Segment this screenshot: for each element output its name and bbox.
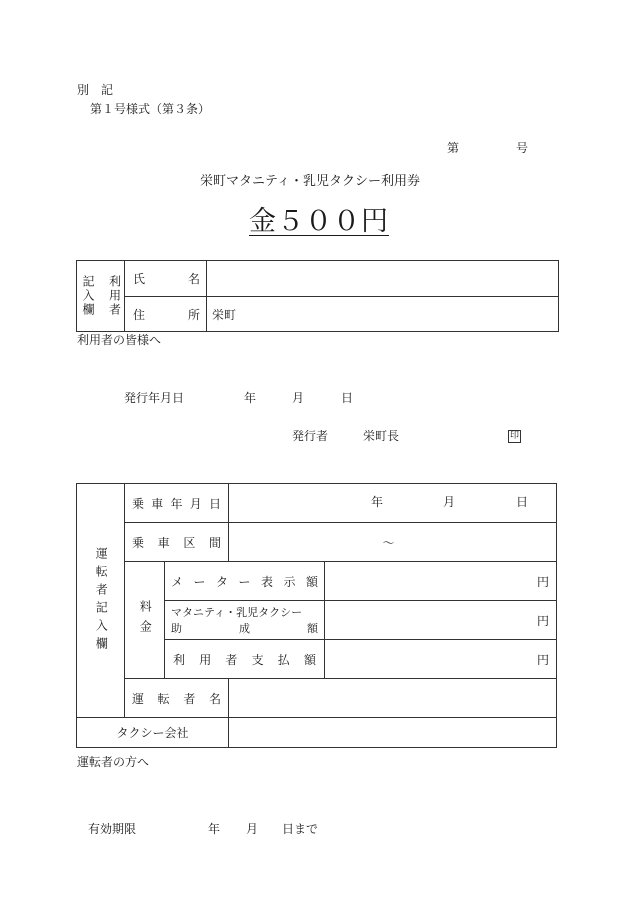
driver-name-label-char: 名 <box>208 691 221 706</box>
ride-section-label <box>125 523 229 562</box>
ride-date-day: 日 <box>516 495 529 509</box>
meter-label-char: タ <box>216 574 229 589</box>
validity-year: 年 <box>208 822 221 836</box>
ride-section-label-char: 間 <box>208 535 221 550</box>
meter-label-char: 示 <box>283 574 296 589</box>
fare-label <box>125 562 165 679</box>
driver-name-field[interactable] <box>229 679 557 718</box>
user-section-label <box>77 261 125 332</box>
subsidy-label-line2-char: 額 <box>307 622 318 635</box>
driver-name-label <box>125 679 229 718</box>
ride-section-field[interactable]: ～ <box>229 523 557 562</box>
name-label <box>125 261 207 297</box>
subsidy-label-line2-char: 成 <box>239 622 250 635</box>
taxi-company-label: タクシー会社 <box>77 718 229 748</box>
driver-name-label-char: 者 <box>183 691 196 706</box>
ride-date-label <box>125 484 229 523</box>
issuer-value: 栄町長 <box>363 429 400 443</box>
ride-date-label-char: 月 <box>189 496 202 511</box>
user-paid-label-char: 払 <box>277 652 290 667</box>
driver-section-label-text: 運転者記入欄 <box>94 546 109 655</box>
user-paid-label-char: 利 <box>173 652 186 667</box>
meter-amount-field[interactable] <box>325 562 557 601</box>
driver-notice: 運転者の方へ <box>77 755 150 769</box>
issue-month: 月 <box>292 391 305 405</box>
user-section-label-col1: 記入欄 <box>81 275 96 317</box>
meter-label <box>165 562 325 601</box>
ride-date-label-char: 車 <box>151 496 164 511</box>
subsidy-label <box>165 601 325 640</box>
ride-date-label-char: 日 <box>209 496 222 511</box>
serial-prefix: 第 <box>447 141 460 155</box>
user-info-table <box>76 260 559 332</box>
taxi-company-field[interactable] <box>229 718 557 748</box>
form-number: 第１号様式（第３条） <box>90 102 211 116</box>
user-paid-label-char: 者 <box>225 652 238 667</box>
user-paid-label-char: 額 <box>303 652 316 667</box>
annex-label: 別 記 <box>77 83 114 97</box>
ride-date-label-char: 乗 <box>132 496 145 511</box>
address-label-a: 住 <box>133 307 146 322</box>
meter-label-char: メ <box>171 574 184 589</box>
subsidy-amount-field[interactable] <box>325 601 557 640</box>
meter-label-char: 表 <box>261 574 274 589</box>
fare-label-text: 料金 <box>138 600 153 640</box>
meter-label-char: ー <box>238 574 251 589</box>
name-field[interactable] <box>207 261 559 297</box>
ticket-amount: 金５００円 <box>249 206 389 237</box>
address-label <box>125 297 207 332</box>
driver-name-label-char: 運 <box>132 691 145 706</box>
issue-year: 年 <box>244 391 257 405</box>
meter-yen: 円 <box>536 574 549 589</box>
ride-date-month: 月 <box>443 495 456 509</box>
user-paid-label-char: 支 <box>251 652 264 667</box>
subsidy-label-line2-char: 助 <box>171 622 182 635</box>
driver-section-label <box>77 484 125 718</box>
address-field[interactable]: 栄町 <box>207 297 559 332</box>
address-label-b: 所 <box>187 307 200 322</box>
name-label-a: 氏 <box>133 272 146 286</box>
user-paid-yen: 円 <box>536 652 549 667</box>
ride-date-year: 年 <box>371 495 384 509</box>
issuer-label: 発行者 <box>292 429 329 443</box>
ride-date-label-char: 年 <box>170 496 183 511</box>
driver-entry-table <box>76 483 557 748</box>
validity-label: 有効期限 <box>88 822 137 836</box>
user-paid-amount-field[interactable] <box>325 640 557 679</box>
validity-month: 月 <box>246 822 259 836</box>
meter-label-char: 額 <box>306 574 319 589</box>
name-label-b: 名 <box>187 272 200 286</box>
ticket-title: 栄町マタニティ・乳児タクシー利用券 <box>200 174 420 189</box>
issue-date-label: 発行年月日 <box>124 391 185 405</box>
serial-suffix: 号 <box>516 141 529 155</box>
driver-name-label-char: 転 <box>157 691 170 706</box>
meter-label-char: ー <box>193 574 206 589</box>
user-paid-label-char: 用 <box>199 652 212 667</box>
ride-date-field[interactable] <box>229 484 557 523</box>
subsidy-yen: 円 <box>536 613 549 628</box>
issue-day: 日 <box>341 391 354 405</box>
validity-day-until: 日まで <box>282 822 319 836</box>
user-section-label-col2: 利用者 <box>107 275 122 317</box>
subsidy-label-line1: マタニティ・乳児タクシー <box>171 606 303 619</box>
user-notice: 利用者の皆様へ <box>77 333 162 347</box>
ride-section-label-char: 乗 <box>132 535 145 550</box>
ride-section-label-char: 車 <box>157 535 170 550</box>
user-paid-label <box>165 640 325 679</box>
seal-icon: 印 <box>510 431 520 441</box>
ride-section-label-char: 区 <box>183 535 196 550</box>
